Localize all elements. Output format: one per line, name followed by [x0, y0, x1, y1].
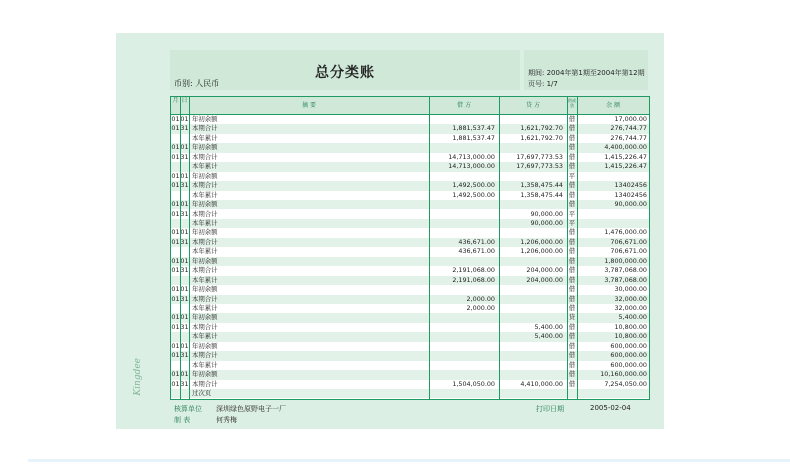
- cell-direction: 借: [568, 143, 576, 152]
- cell-summary: 本期合计: [192, 181, 218, 190]
- col-divider: [567, 97, 568, 399]
- col-divider: [577, 97, 578, 399]
- cell-direction: 借: [568, 351, 576, 360]
- cell-month: 01: [171, 313, 180, 322]
- cell-day: 01: [180, 341, 189, 350]
- cell-debit: 1,492,500.00: [452, 181, 495, 190]
- cell-day: 31: [180, 351, 189, 360]
- period-label: 期间: 2004年第1期至2004年第12期: [528, 69, 645, 77]
- cell-credit: 90,000.00: [530, 209, 563, 218]
- cell-summary: 年初余额: [192, 370, 218, 379]
- cell-day: 01: [180, 285, 189, 294]
- cell-day: 31: [180, 152, 189, 161]
- cell-month: 01: [171, 143, 180, 152]
- cell-credit: 5,400.00: [534, 322, 563, 331]
- col-divider: [189, 97, 190, 399]
- cell-day: 01: [180, 256, 189, 265]
- cell-month: 01: [171, 181, 180, 190]
- cell-balance: 706,671.00: [610, 237, 647, 246]
- header-balance: 余 额: [606, 102, 620, 109]
- cell-month: 01: [171, 115, 180, 123]
- cell-summary: 年初余额: [192, 115, 218, 123]
- cell-day: 31: [180, 209, 189, 218]
- cell-debit: 2,000.00: [466, 294, 495, 303]
- cell-direction: 借: [568, 124, 576, 133]
- cell-summary: 年初余额: [192, 341, 218, 350]
- cell-month: 01: [171, 341, 180, 350]
- cell-summary: 年初余额: [192, 313, 218, 322]
- cell-summary: 年初余额: [192, 228, 218, 237]
- cell-day: 01: [180, 370, 189, 379]
- cell-month: 01: [171, 256, 180, 265]
- cell-month: 01: [171, 152, 180, 161]
- cell-day: 01: [180, 171, 189, 180]
- cell-summary: 年初余额: [192, 200, 218, 209]
- col-divider: [180, 97, 181, 399]
- col-divider: [499, 97, 500, 399]
- cell-day: 31: [180, 322, 189, 331]
- cell-summary: 本期合计: [192, 379, 218, 388]
- cell-direction: 借: [568, 370, 576, 379]
- cell-summary: 本期合计: [192, 266, 218, 275]
- footer-maker-value: 何秀梅: [216, 416, 237, 424]
- cell-direction: 借: [568, 256, 576, 265]
- cell-summary: 本年累计: [192, 360, 218, 369]
- cell-direction: 借: [568, 294, 576, 303]
- cell-balance: 32,000.00: [614, 294, 647, 303]
- cell-direction: 借: [568, 275, 576, 284]
- cell-direction: 借: [568, 152, 576, 161]
- header-day: 日: [181, 97, 188, 104]
- cell-month: 01: [171, 228, 180, 237]
- cell-day: 01: [180, 228, 189, 237]
- cell-debit: 14,713,000.00: [448, 162, 495, 171]
- cell-balance: 4,400,000.00: [604, 143, 647, 152]
- cell-credit: 1,621,792.70: [520, 124, 563, 133]
- footer: [170, 401, 648, 427]
- cell-month: 01: [171, 322, 180, 331]
- cell-day: 01: [180, 143, 189, 152]
- cell-debit: 1,881,537.47: [452, 133, 495, 142]
- cell-direction: 借: [568, 237, 576, 246]
- cell-day: 01: [180, 115, 189, 123]
- cell-direction: 平: [568, 218, 576, 227]
- cell-summary: 年初余额: [192, 143, 218, 152]
- cell-balance: 17,000.00: [614, 115, 647, 123]
- cell-month: 01: [171, 200, 180, 209]
- page-title: 总分类账: [315, 65, 375, 81]
- header-direction: 借或贷: [568, 98, 576, 108]
- cell-direction: 借: [568, 266, 576, 275]
- cell-direction: 借: [568, 322, 576, 331]
- cell-credit: 204,000.00: [526, 275, 563, 284]
- cell-balance: 600,000.00: [610, 341, 647, 350]
- cell-summary: 本年累计: [192, 218, 218, 227]
- cell-direction: 贷: [568, 313, 576, 322]
- header-month: 月: [172, 97, 179, 104]
- ledger-form: [116, 33, 664, 429]
- cell-balance: 10,800.00: [614, 332, 647, 341]
- cell-summary: 本期合计: [192, 124, 218, 133]
- cell-debit: 1,881,537.47: [452, 124, 495, 133]
- cell-credit: 1,358,475.44: [520, 181, 563, 190]
- cell-month: 01: [171, 370, 180, 379]
- cell-direction: 借: [568, 162, 576, 171]
- cell-summary: 年初余额: [192, 285, 218, 294]
- cell-direction: 借: [568, 360, 576, 369]
- cell-day: 31: [180, 294, 189, 303]
- cell-balance: 30,000.00: [614, 285, 647, 294]
- header-credit: 贷 方: [526, 102, 540, 109]
- cell-balance: 5,400.00: [618, 313, 647, 322]
- col-divider: [429, 97, 430, 399]
- left-margin: [116, 33, 166, 429]
- cell-balance: 10,160,000.00: [600, 370, 647, 379]
- cell-balance: 706,671.00: [610, 247, 647, 256]
- cell-balance: 600,000.00: [610, 351, 647, 360]
- cell-direction: 借: [568, 341, 576, 350]
- cell-summary: 本期合计: [192, 237, 218, 246]
- cell-debit: 1,492,500.00: [452, 190, 495, 199]
- footer-unit-value: 深圳绿色原野电子一厂: [216, 405, 286, 413]
- cell-debit: 2,191,068.00: [452, 275, 495, 284]
- cell-credit: 5,400.00: [534, 332, 563, 341]
- header-debit: 借 方: [457, 102, 471, 109]
- cell-day: 31: [180, 379, 189, 388]
- cell-month: 01: [171, 124, 180, 133]
- cell-summary: 过次页: [192, 389, 212, 398]
- cell-summary: 本期合计: [192, 294, 218, 303]
- cell-summary: 本年累计: [192, 275, 218, 284]
- cell-direction: 借: [568, 247, 576, 256]
- cell-debit: 436,671.00: [458, 247, 495, 256]
- cell-summary: 年初余额: [192, 256, 218, 265]
- cell-direction: 借: [568, 190, 576, 199]
- cell-direction: 借: [568, 304, 576, 312]
- cell-day: 31: [180, 181, 189, 190]
- cell-balance: 276,744.77: [610, 133, 647, 142]
- cell-summary: 本年累计: [192, 133, 218, 142]
- cell-credit: 1,206,000.00: [520, 247, 563, 256]
- cell-summary: 本期合计: [192, 322, 218, 331]
- cell-balance: 1,800,000.00: [604, 256, 647, 265]
- header-summary: 摘 要: [302, 102, 316, 109]
- cell-month: 01: [171, 285, 180, 294]
- cell-month: 01: [171, 237, 180, 246]
- cell-balance: 10,800.00: [614, 322, 647, 331]
- cell-credit: 1,621,792.70: [520, 133, 563, 142]
- currency-label: 币别: 人民币: [174, 79, 220, 88]
- cell-day: 01: [180, 200, 189, 209]
- cell-debit: 436,671.00: [458, 237, 495, 246]
- cell-balance: 13402456: [614, 190, 647, 199]
- cell-balance: 13402456: [614, 181, 647, 190]
- cell-month: 01: [171, 209, 180, 218]
- page-number: 页号: 1/7: [528, 80, 558, 88]
- cell-debit: 2,191,068.00: [452, 266, 495, 275]
- cell-balance: 3,787,068.00: [604, 266, 647, 275]
- footer-date-value: 2005-02-04: [590, 404, 631, 412]
- cell-direction: 借: [568, 200, 576, 209]
- cell-direction: 借: [568, 115, 576, 123]
- brand-logo: Kingdee: [133, 358, 143, 396]
- cell-summary: 本年累计: [192, 332, 218, 341]
- cell-credit: 1,358,475.44: [520, 190, 563, 199]
- cell-balance: 1,476,000.00: [604, 228, 647, 237]
- cell-summary: 本年累计: [192, 162, 218, 171]
- cell-direction: 借: [568, 133, 576, 142]
- cell-month: 01: [171, 266, 180, 275]
- cell-balance: 276,744.77: [610, 124, 647, 133]
- cell-summary: 本年累计: [192, 304, 218, 312]
- cell-summary: 本年累计: [192, 190, 218, 199]
- cell-summary: 本期合计: [192, 351, 218, 360]
- cell-month: 01: [171, 171, 180, 180]
- cell-month: 01: [171, 379, 180, 388]
- cell-direction: 借: [568, 228, 576, 237]
- cell-credit: 90,000.00: [530, 218, 563, 227]
- cell-day: 31: [180, 124, 189, 133]
- cell-balance: 600,000.00: [610, 360, 647, 369]
- cell-direction: 借: [568, 332, 576, 341]
- cell-month: 01: [171, 294, 180, 303]
- cell-direction: 平: [568, 209, 576, 218]
- cell-summary: 本年累计: [192, 247, 218, 256]
- cell-direction: 借: [568, 181, 576, 190]
- cell-summary: 本期合计: [192, 209, 218, 218]
- footer-date-label: 打印日期: [536, 405, 564, 413]
- cell-debit: 1,504,050.00: [452, 379, 495, 388]
- cell-balance: 1,415,226.47: [604, 152, 647, 161]
- cell-credit: 4,410,000.00: [520, 379, 563, 388]
- footer-maker-label: 制 表: [174, 416, 191, 424]
- cell-balance: 90,000.00: [614, 200, 647, 209]
- cell-balance: 32,000.00: [614, 304, 647, 312]
- cell-debit: 2,000.00: [466, 304, 495, 312]
- cell-direction: 借: [568, 285, 576, 294]
- cell-day: 31: [180, 266, 189, 275]
- cell-credit: 17,697,773.53: [516, 162, 563, 171]
- cell-direction: 平: [568, 171, 576, 180]
- ledger-table: [170, 96, 650, 400]
- header-title-box: [170, 50, 520, 90]
- header-info-box: [524, 50, 648, 90]
- cell-month: 01: [171, 351, 180, 360]
- cell-summary: 本期合计: [192, 152, 218, 161]
- cell-debit: 14,713,000.00: [448, 152, 495, 161]
- footer-unit-label: 核算单位: [174, 405, 202, 413]
- cell-credit: 1,206,000.00: [520, 237, 563, 246]
- cell-balance: 7,254,050.00: [604, 379, 647, 388]
- cell-day: 01: [180, 313, 189, 322]
- cell-credit: 204,000.00: [526, 266, 563, 275]
- cell-balance: 1,415,226.47: [604, 162, 647, 171]
- cell-summary: 年初余额: [192, 171, 218, 180]
- bottom-divider: [28, 459, 790, 462]
- cell-day: 31: [180, 237, 189, 246]
- cell-direction: 借: [568, 379, 576, 388]
- cell-credit: 17,697,773.53: [516, 152, 563, 161]
- cell-balance: 3,787,068.00: [604, 275, 647, 284]
